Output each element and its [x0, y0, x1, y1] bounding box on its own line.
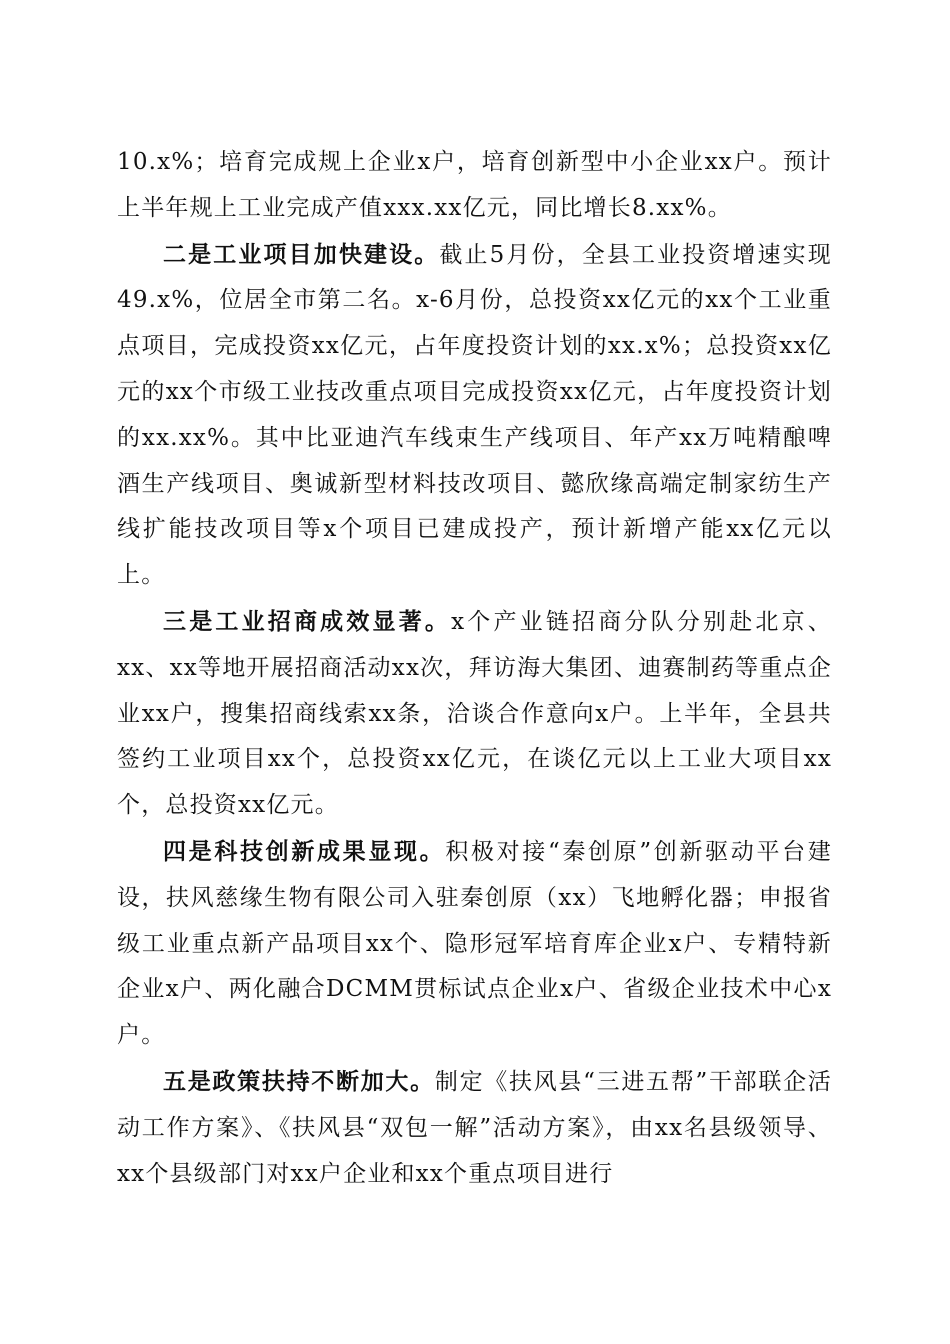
paragraph-text: 积极对接“秦创原”创新驱动平台建设，扶风慈缘生物有限公司入驻秦创原（xx）飞地孵化器；申报省级工业重点新产品项目xx个、隐形冠军培育库企业x户、专精特新企业x户、两化融合DCMM贯标试点企业x户、省级企业技术中心x户。 — [117, 838, 832, 1049]
paragraph-tech-innovation — [117, 829, 832, 1059]
paragraph-industrial-projects — [117, 232, 832, 599]
paragraph-heading: 三是工业招商成效显著。 — [163, 607, 452, 635]
paragraph-continuation — [117, 140, 832, 232]
paragraph-investment-promotion — [117, 599, 832, 829]
paragraph-text: 10.x%；培育完成规上企业x户，培育创新型中小企业xx户。预计上半年规上工业完成产值xxx.xx亿元，同比增长8.xx%。 — [117, 149, 832, 221]
document-body — [117, 140, 832, 1197]
paragraph-text: x个产业链招商分队分别赴北京、xx、xx等地开展招商活动xx次，拜访海大集团、迪赛制药等重点企业xx户，搜集招商线索xx条，洽谈合作意向x户。上半年，全县共签约工业项目xx个，总投资xx亿元，在谈亿元以上工业大项目xx个，总投资xx亿元。 — [117, 608, 832, 819]
paragraph-heading: 五是政策扶持不断加大。 — [163, 1067, 435, 1095]
paragraph-text: 截止5月份，全县工业投资增速实现49.x%，位居全市第二名。x-6月份，总投资xx亿元的xx个工业重点项目，完成投资xx亿元，占年度投资计划的xx.x%；总投资xx亿元的xx个市级工业技改重点项目完成投资xx亿元，占年度投资计划的xx.xx%。其中比亚迪汽车线束生产线项目、年产xx万吨精酿啤酒生产线项目、奥诚新型材料技改项目、懿欣缘高端定制家纺生产线扩能技改项目等x个项目已建成投产，预计新增产能xx亿元以上。 — [117, 241, 832, 589]
paragraph-heading: 四是科技创新成果显现。 — [163, 837, 446, 865]
paragraph-policy-support — [117, 1059, 832, 1197]
paragraph-heading: 二是工业项目加快建设。 — [163, 240, 440, 268]
paragraph-text: 制定《扶风县“三进五帮”干部联企活动工作方案》、《扶风县“双包一解”活动方案》，由xx名县级领导、xx个县级部门对xx户企业和xx个重点项目进行 — [117, 1068, 832, 1187]
